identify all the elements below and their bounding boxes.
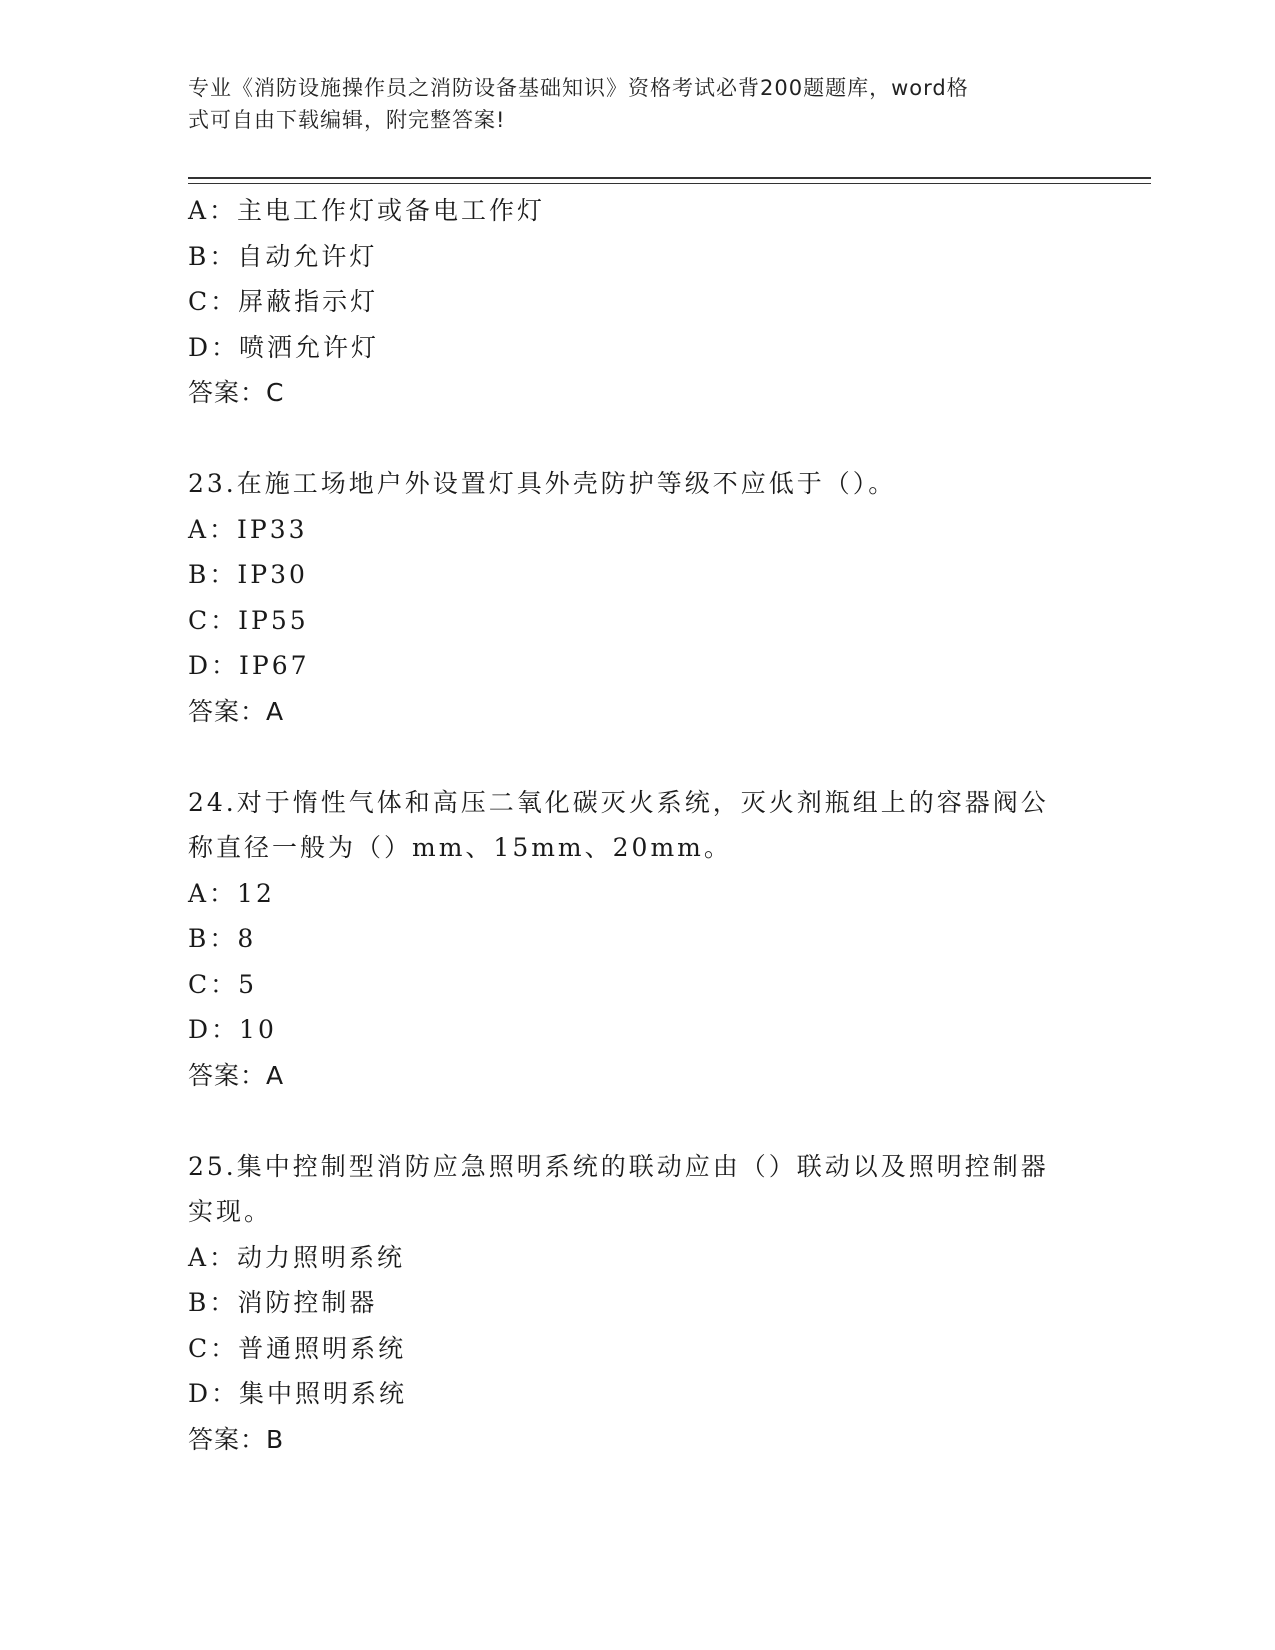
header-divider-thick [188,177,1151,179]
option-b: B：消防控制器 [188,1288,378,1317]
option-a: A：IP33 [188,514,308,544]
answer-line: 答案：C [188,378,285,407]
option-c: C：5 [188,969,258,999]
option-b: B：IP30 [188,560,308,589]
option-b: B：8 [188,924,257,953]
question-stem: 25.集中控制型消防应急照明系统的联动应由（）联动以及照明控制器 [188,1151,1049,1181]
header-line-2: 式可自由下载编辑，附完整答案! [188,108,506,132]
option-c: C：屏蔽指示灯 [188,287,379,316]
header-divider-thin [188,183,1151,184]
question-stem-continued: 称直径一般为（）mm、15mm、20mm。 [188,833,732,862]
option-b: B：自动允许灯 [188,241,378,271]
document-header [188,72,1068,136]
answer-line: 答案：B [188,1424,285,1454]
option-a: A：12 [188,878,275,908]
answer-line: 答案：A [188,1060,285,1090]
question-stem: 23.在施工场地户外设置灯具外壳防护等级不应低于（）。 [188,469,897,498]
answer-line: 答案：A [188,696,285,726]
option-d: D：10 [188,1015,277,1044]
question-block-23 [188,461,1088,734]
option-d: D：IP67 [188,651,310,680]
option-d: D：喷洒允许灯 [188,332,380,362]
question-block-24 [188,780,1088,1099]
question-list [188,188,1088,1462]
spacer [188,1098,1088,1144]
header-line-1: 专业《消防设施操作员之消防设备基础知识》资格考试必背200题题库，word格 [188,76,969,100]
question-block-prev [188,188,1088,416]
spacer [188,416,1088,462]
option-c: C：IP55 [188,605,309,635]
question-stem-continued: 实现。 [188,1197,273,1226]
question-block-25 [188,1144,1088,1463]
option-a: A：主电工作灯或备电工作灯 [188,196,546,225]
option-a: A：动力照明系统 [188,1242,406,1272]
option-d: D：集中照明系统 [188,1379,408,1408]
question-stem: 24.对于惰性气体和高压二氧化碳灭火系统，灭火剂瓶组上的容器阀公 [188,787,1049,817]
option-c: C：普通照明系统 [188,1333,407,1363]
spacer [188,734,1088,780]
